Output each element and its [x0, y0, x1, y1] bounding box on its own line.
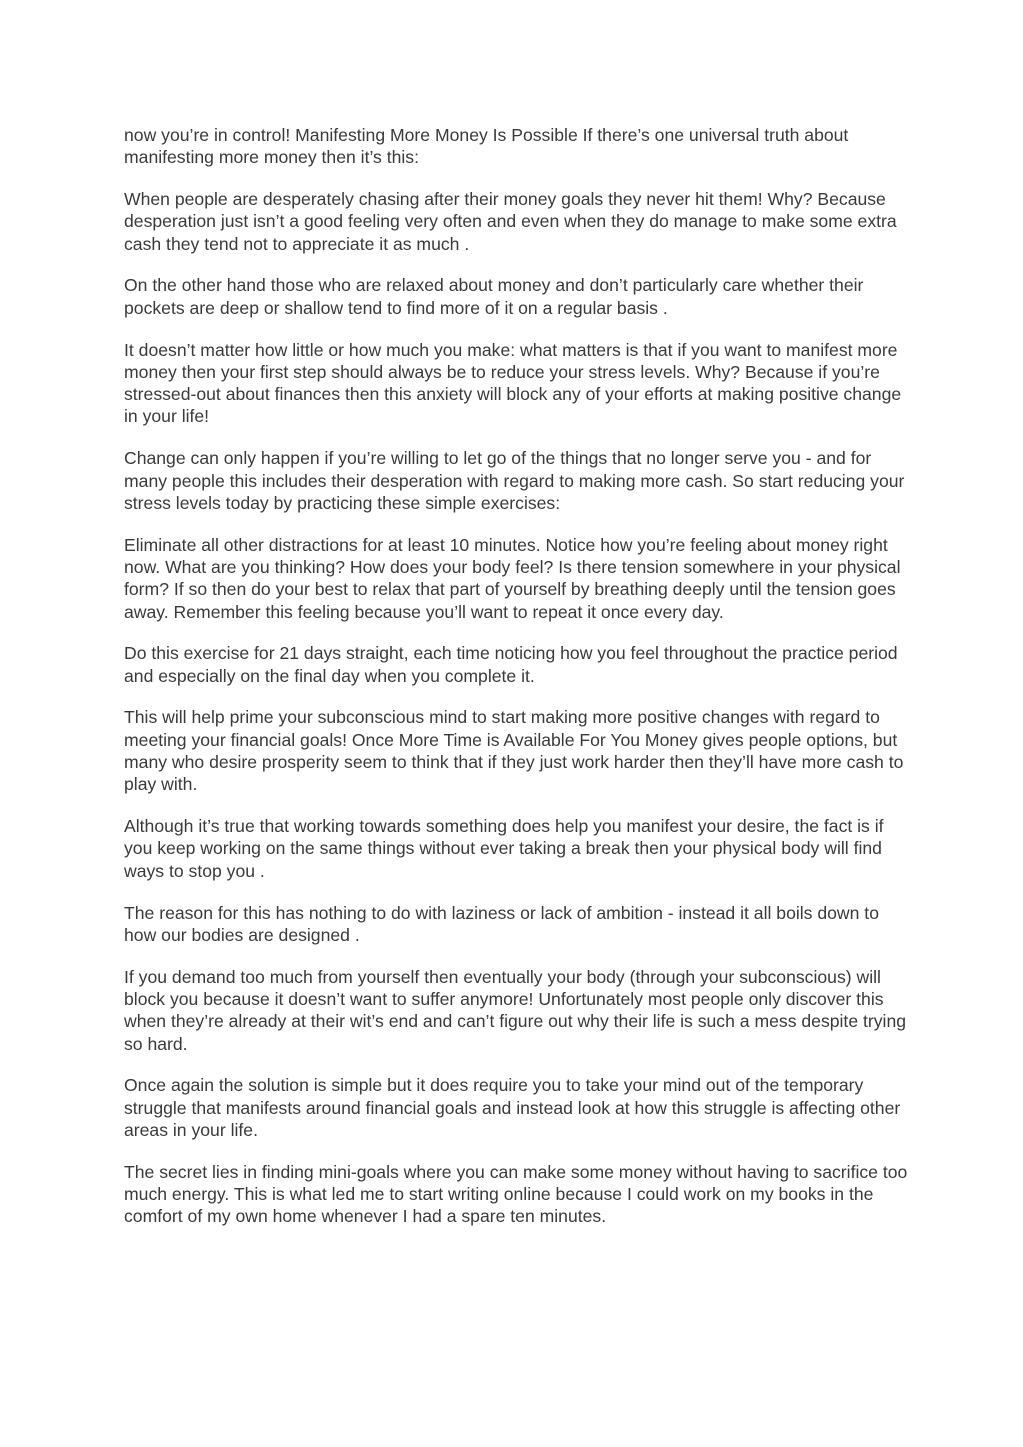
paragraph: now you’re in control! Manifesting More Money Is Possible If there’s one universal truth about manifesting more money then it’s this: — [124, 125, 849, 168]
paragraph: It doesn’t matter how little or how much you make: what matters is that if you want to manifest more money then your first step should always be to reduce your stress levels. Why? Because if you’re stressed-out about finances then this anxiety will block any of your efforts at making positive change in your life! — [124, 339, 902, 427]
paragraph: The reason for this has nothing to do with laziness or lack of ambition - instead it all boils down to how our bodies are designed . — [124, 902, 879, 945]
paragraph: When people are desperately chasing after their money goals they never hit them! Why? Because desperation just isn’t a good feeling very often and even when they do manage to make some extra cash they tend not to appreciate it as much . — [124, 189, 897, 254]
paragraph: This will help prime your subconscious mind to start making more positive changes with regard to meeting your financial goals! Once More Time is Available For You Money gives people options, but many who desire prosperity seem to think that if they just work harder then they’ll have more cash to play with. — [124, 707, 904, 795]
paragraph: Do this exercise for 21 days straight, each time noticing how you feel throughout the practice period and especially on the final day when you complete it. — [124, 643, 898, 686]
document-body — [124, 124, 909, 1247]
paragraph: Although it’s true that working towards something does help you manifest your desire, the fact is if you keep working on the same things without ever taking a break then your physical body will find ways to stop you . — [124, 816, 884, 881]
paragraph: Once again the solution is simple but it does require you to take your mind out of the temporary struggle that manifests around financial goals and instead look at how this struggle is affecting other areas in your life. — [124, 1075, 901, 1140]
paragraph: If you demand too much from yourself then eventually your body (through your subconscious) will block you because it doesn’t want to suffer anymore! Unfortunately most people only discover this when they’re already at their wit’s end and can’t figure out why their life is such a mess despite trying so hard. — [124, 966, 907, 1054]
paragraph: On the other hand those who are relaxed about money and don’t particularly care whether their pockets are deep or shallow tend to find more of it on a regular basis . — [124, 275, 864, 318]
paragraph: Change can only happen if you’re willing to let go of the things that no longer serve you - and for many people this includes their desperation with regard to making more cash. So start reducing your stress levels today by practicing these simple exercises: — [124, 448, 905, 513]
paragraph: Eliminate all other distractions for at least 10 minutes. Notice how you’re feeling about money right now. What are you thinking? How does your body feel? Is there tension somewhere in your physical form? If so then do your best to relax that part of yourself by breathing deeply until the tension goes away. Remember this feeling because you’ll want to repeat it once every day. — [124, 534, 901, 622]
paragraph: The secret lies in finding mini-goals where you can make some money without having to sacrifice too much energy. This is what led me to start writing online because I could work on my books in the comfort of my own home whenever I had a spare ten minutes. — [124, 1161, 908, 1227]
